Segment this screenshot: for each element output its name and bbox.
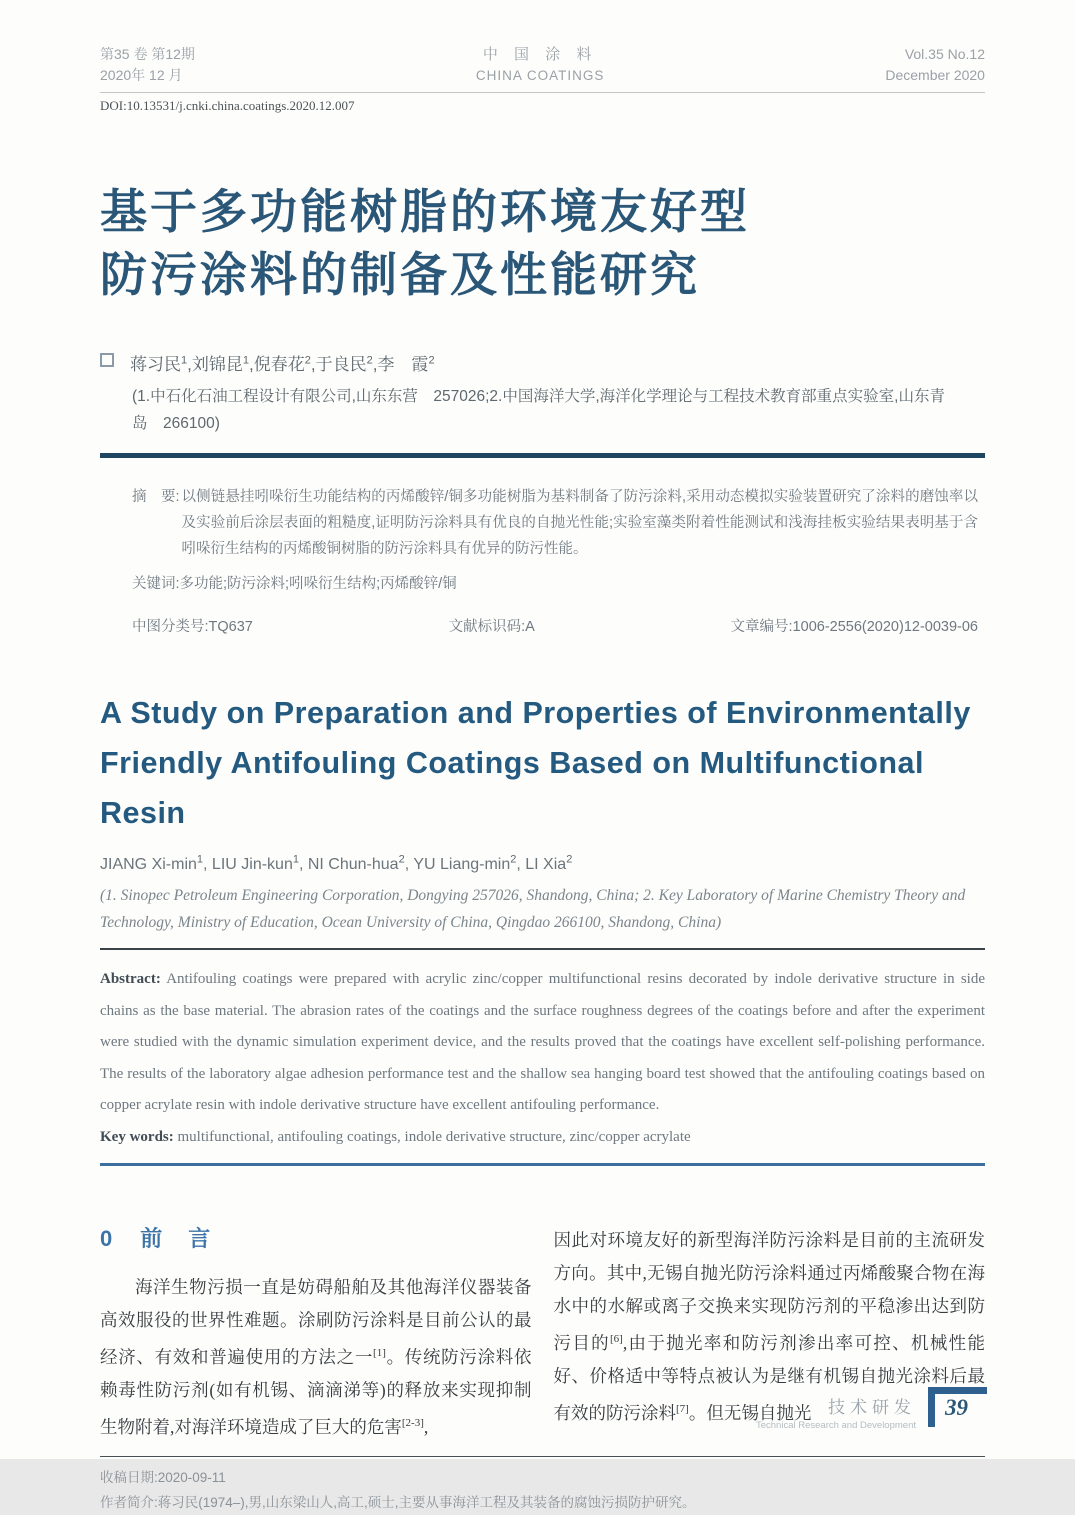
- page-badge-bar-icon: [928, 1387, 935, 1427]
- article-title-cn-line2: 防污涂料的制备及性能研究: [100, 248, 700, 301]
- author-name: 李 霞$^2$: [377, 354, 435, 374]
- keywords-en-text: multifunctional, antifouling coatings, indole derivative structure, zinc/copper acrylate: [173, 1128, 691, 1145]
- keywords-cn-text: 多功能;防污涂料;吲哚衍生结构;丙烯酸锌/铜: [179, 576, 457, 592]
- column-label-en: Technical Research and Development: [755, 1420, 916, 1431]
- column-label: [756, 1393, 916, 1431]
- keywords-en-label: Key words:: [100, 1128, 174, 1145]
- issue-info-cn: [100, 44, 195, 86]
- received-date: 收稿日期:2020-09-11: [100, 1469, 226, 1485]
- issue-date-cn: 2020年 12 月: [100, 67, 183, 83]
- authors-cn: [130, 350, 435, 375]
- page-footer: [756, 1387, 987, 1431]
- author-name: LIU Jin-kun$^1$,: [211, 854, 308, 874]
- section-number: 0: [100, 1226, 115, 1252]
- author-name: NI Chun-hua$^2$,: [307, 854, 414, 874]
- abstract-cn-label: 摘 要:: [132, 489, 180, 505]
- column-label-cn: 技术研发: [828, 1398, 916, 1417]
- author-bio: 作者简介:蒋习民(1974–),男,山东梁山人,高工,硕士,主要从事海洋工程及其装备的腐蚀污损防护研究。: [100, 1494, 696, 1510]
- page-number-box: [935, 1387, 987, 1421]
- clc-number: 中图分类号:TQ637: [132, 619, 253, 635]
- author-name: LI Xia$^2$: [525, 854, 573, 874]
- header-divider: [100, 92, 985, 93]
- divider-medium: [100, 1163, 985, 1166]
- author-marker-icon: [100, 353, 114, 367]
- journal-header: [100, 44, 985, 86]
- divider-thick: [100, 453, 985, 458]
- issue-volume-cn: 第35 卷 第12期: [100, 46, 195, 62]
- section-heading: [100, 1222, 532, 1253]
- issue-info-en: [885, 44, 985, 86]
- section-title: 前 言: [140, 1226, 213, 1252]
- divider-thin: [100, 948, 985, 950]
- author-name: JIANG $Xi-\min^1$,: [100, 854, 212, 874]
- footnote: [100, 1465, 985, 1515]
- article-title-en: A Study on Preparation and Properties of Environmentally Friendly Antifouling Coatings Based on Multifunctional Resin: [100, 696, 971, 830]
- journal-name-cn: 中 国 涂 料: [482, 46, 598, 63]
- issue-date-en: December 2020: [885, 67, 985, 83]
- author-name: 刘锦昆$^1$,: [191, 354, 254, 374]
- authors-cn-row: [100, 350, 985, 375]
- keywords-en: [100, 1122, 985, 1154]
- affiliation-en: (1. Sinopec Petroleum Engineering Corporation, Dongying 257026, Shandong, China; 2. Key Laboratory of Marine Chemistry Theory and Technology, Ministry of Education, Ocean University of China, Qingdao 266100, Shandong, China): [100, 887, 966, 932]
- doi-line: DOI:10.13531/j.cnki.china.coatings.2020.12.007: [100, 98, 355, 113]
- abstract-en-label: Abstract:: [100, 971, 161, 988]
- body-paragraph-right: 因此对环境友好的新型海洋防污涂料是目前的主流研发方向。其中,无锡自抛光防污涂料通过丙烯酸聚合物在海水中的水解或离子交换来实现防污剂的平稳渗出达到防污目的[6],由于抛光率和防污剂渗出率可控、机械性能好、价格适中等特点被认为是继有机锡自抛光涂料后最有效的防污涂料[7]。但无锡自抛光: [553, 1230, 986, 1423]
- document-code: 文献标识码:A: [448, 619, 535, 635]
- article-id: 文章编号:1006-2556(2020)12-0039-06: [730, 619, 978, 635]
- author-name: 于良民$^2$,: [315, 354, 378, 374]
- abstract-cn: [132, 484, 978, 562]
- journal-name: [476, 44, 605, 86]
- page-number: 39: [945, 1395, 968, 1420]
- authors-en: [100, 854, 985, 874]
- footnote-divider: [100, 1456, 985, 1457]
- abstract-en-text: Antifouling coatings were prepared with acrylic zinc/copper multifunctional resins decorated by indole derivative structure in side chains as the base material. The abrasion rates of the coatings and the surface roughness degrees of the coatings before and after the experiment were studied with the dynamic simulation experiment device, and the results proved that the coatings have excellent self-polishing performance. The results of the laboratory algae adhesion performance test and the shallow sea hanging board test showed that the antifouling coatings based on copper acrylate resin with indole derivative structure have excellent antifouling performance.: [100, 971, 985, 1114]
- classification-row: [132, 615, 978, 636]
- author-name: YU Liang-$\min^2$,: [413, 854, 526, 874]
- abstract-en: [100, 964, 985, 1122]
- author-name: 蒋习民$^1$,: [130, 354, 192, 374]
- keywords-cn-label: 关键词:: [132, 576, 180, 592]
- abstract-cn-text: 以侧链悬挂吲哚衍生功能结构的丙烯酸锌/铜多功能树脂为基料制备了防污涂料,采用动态模拟实验装置研究了涂料的磨蚀率以及实验前后涂层表面的粗糙度,证明防污涂料具有优良的自抛光性能;实验室藻类附着性能测试和浅海挂板实验结果表明基于含吲哚衍生结构的丙烯酸铜树脂的防污涂料具有优异的防污性能。: [181, 489, 978, 557]
- body-column-left: [100, 1222, 532, 1444]
- journal-name-en: CHINA COATINGS: [475, 68, 605, 83]
- affiliation-cn: (1.中石化石油工程设计有限公司,山东东营 257026;2.中国海洋大学,海洋化学理论与工程技术教育部重点实验室,山东青岛 266100): [132, 388, 945, 432]
- author-name: 倪春花$^2$,: [253, 354, 316, 374]
- body-paragraph-left: 海洋生物污损一直是妨碍船舶及其他海洋仪器装备高效服役的世界性难题。涂刷防污涂料是目前公认的最经济、有效和普遍使用的方法之一[1]。传统防污涂料依赖毒性防污剂(如有机锡、滴滴涕等)的释放来实现抑制生物附着,对海洋环境造成了巨大的危害[2-3],: [100, 1277, 532, 1437]
- issue-volume-en: Vol.35 No.12: [904, 46, 985, 62]
- article-title-cn-line1: 基于多功能树脂的环境友好型: [100, 185, 750, 238]
- article-title-cn: [100, 180, 985, 306]
- keywords-cn: [132, 572, 985, 593]
